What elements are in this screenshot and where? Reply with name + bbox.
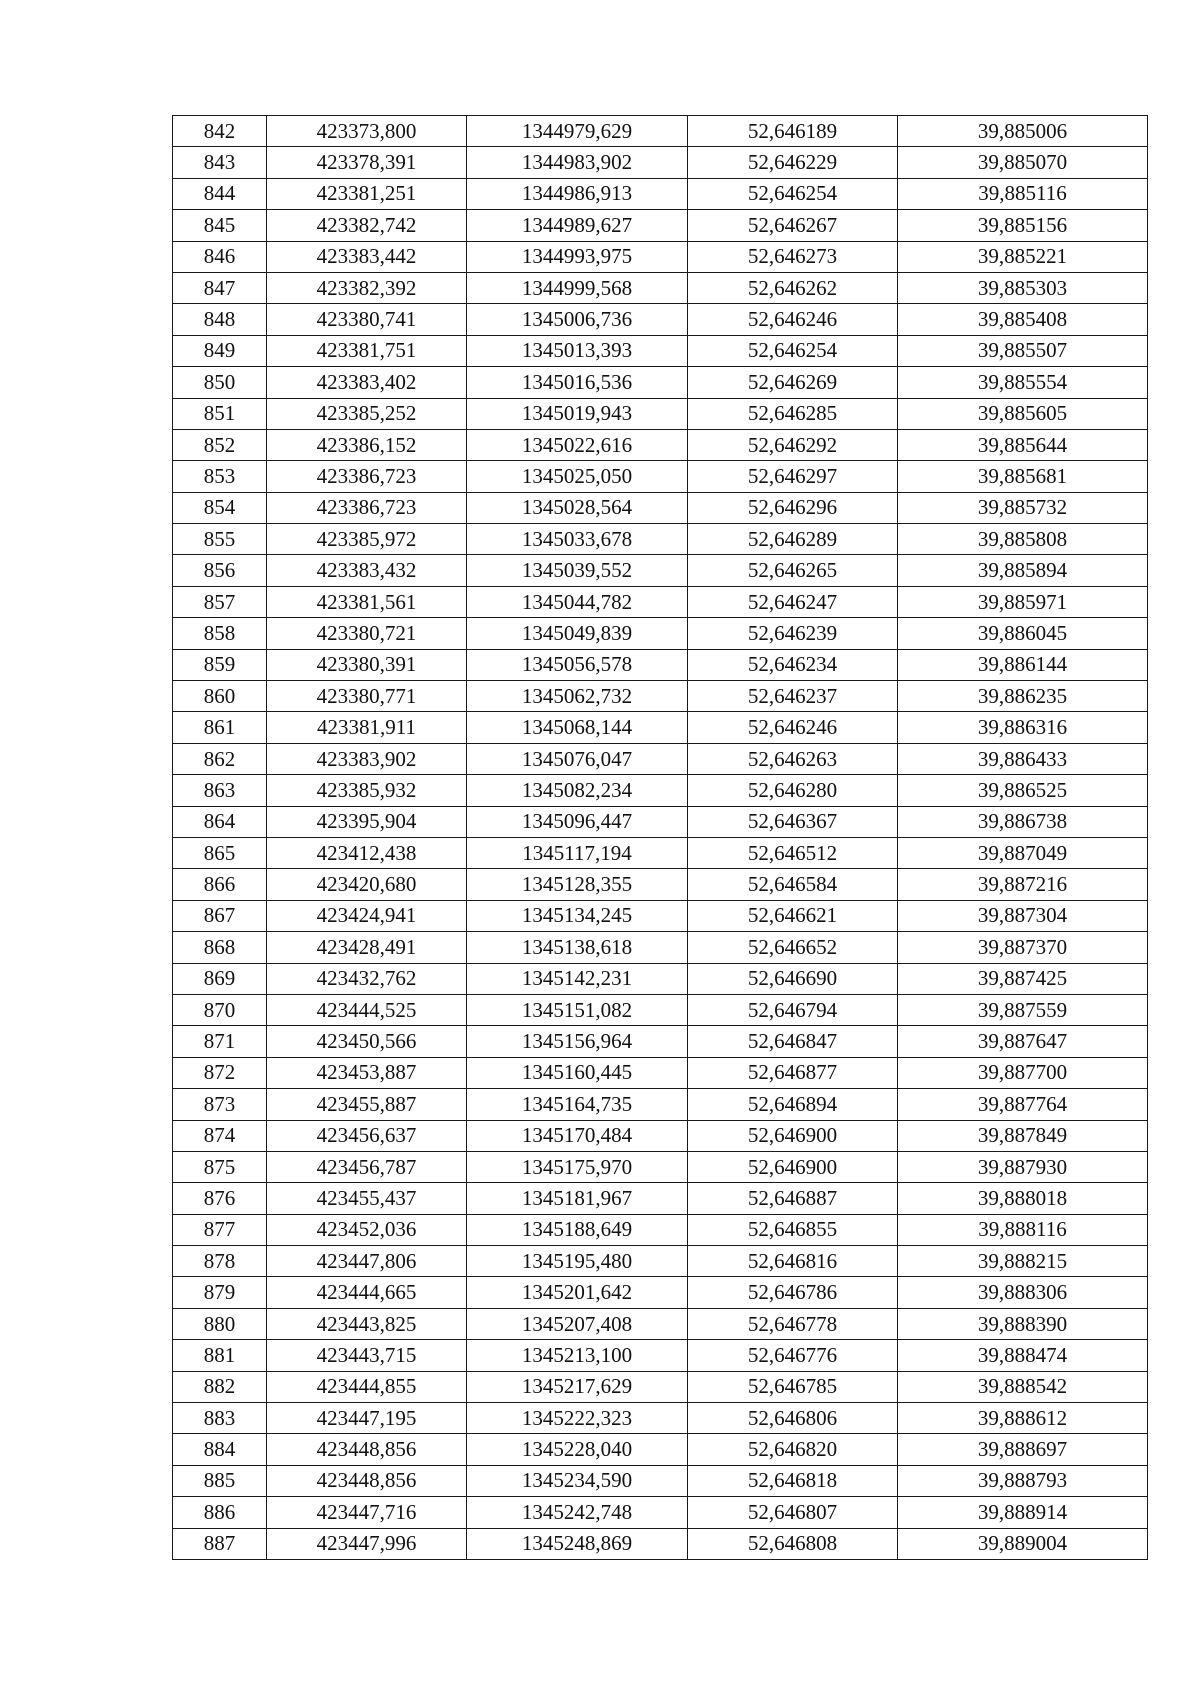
- x-coordinate-cell: 423380,771: [267, 681, 467, 712]
- x-coordinate-cell: 423385,932: [267, 775, 467, 806]
- point-number-cell: 862: [173, 743, 267, 774]
- latitude-cell: 52,646887: [688, 1183, 898, 1214]
- table-row: [173, 1214, 1148, 1245]
- table-row: [173, 618, 1148, 649]
- point-number-cell: 842: [173, 116, 267, 147]
- longitude-cell: 39,885971: [898, 586, 1148, 617]
- y-coordinate-cell: 1345016,536: [467, 367, 688, 398]
- x-coordinate-cell: 423452,036: [267, 1214, 467, 1245]
- latitude-cell: 52,646273: [688, 241, 898, 272]
- table-row: [173, 241, 1148, 272]
- x-coordinate-cell: 423381,251: [267, 178, 467, 209]
- y-coordinate-cell: 1345033,678: [467, 524, 688, 555]
- longitude-cell: 39,888697: [898, 1434, 1148, 1465]
- y-coordinate-cell: 1344989,627: [467, 210, 688, 241]
- point-number-cell: 882: [173, 1371, 267, 1402]
- x-coordinate-cell: 423455,437: [267, 1183, 467, 1214]
- point-number-cell: 845: [173, 210, 267, 241]
- y-coordinate-cell: 1345175,970: [467, 1151, 688, 1182]
- longitude-cell: 39,887700: [898, 1057, 1148, 1088]
- point-number-cell: 884: [173, 1434, 267, 1465]
- table-row: [173, 1277, 1148, 1308]
- y-coordinate-cell: 1345195,480: [467, 1246, 688, 1277]
- latitude-cell: 52,646621: [688, 900, 898, 931]
- longitude-cell: 39,888612: [898, 1403, 1148, 1434]
- latitude-cell: 52,646894: [688, 1089, 898, 1120]
- point-number-cell: 881: [173, 1340, 267, 1371]
- latitude-cell: 52,646189: [688, 116, 898, 147]
- latitude-cell: 52,646246: [688, 712, 898, 743]
- y-coordinate-cell: 1345039,552: [467, 555, 688, 586]
- latitude-cell: 52,646367: [688, 806, 898, 837]
- x-coordinate-cell: 423424,941: [267, 900, 467, 931]
- x-coordinate-cell: 423453,887: [267, 1057, 467, 1088]
- y-coordinate-cell: 1345013,393: [467, 335, 688, 366]
- longitude-cell: 39,885221: [898, 241, 1148, 272]
- longitude-cell: 39,886235: [898, 681, 1148, 712]
- y-coordinate-cell: 1345049,839: [467, 618, 688, 649]
- x-coordinate-cell: 423395,904: [267, 806, 467, 837]
- latitude-cell: 52,646512: [688, 837, 898, 868]
- y-coordinate-cell: 1345022,616: [467, 429, 688, 460]
- table-row: [173, 1371, 1148, 1402]
- x-coordinate-cell: 423385,252: [267, 398, 467, 429]
- table-row: [173, 335, 1148, 366]
- longitude-cell: 39,888390: [898, 1308, 1148, 1339]
- x-coordinate-cell: 423380,391: [267, 649, 467, 680]
- table-row: [173, 806, 1148, 837]
- longitude-cell: 39,889004: [898, 1528, 1148, 1559]
- latitude-cell: 52,646847: [688, 1026, 898, 1057]
- latitude-cell: 52,646280: [688, 775, 898, 806]
- x-coordinate-cell: 423428,491: [267, 932, 467, 963]
- longitude-cell: 39,885408: [898, 304, 1148, 335]
- point-number-cell: 861: [173, 712, 267, 743]
- longitude-cell: 39,885303: [898, 272, 1148, 303]
- latitude-cell: 52,646807: [688, 1497, 898, 1528]
- table-row: [173, 994, 1148, 1025]
- latitude-cell: 52,646584: [688, 869, 898, 900]
- y-coordinate-cell: 1345156,964: [467, 1026, 688, 1057]
- point-number-cell: 846: [173, 241, 267, 272]
- table-row: [173, 1308, 1148, 1339]
- y-coordinate-cell: 1345181,967: [467, 1183, 688, 1214]
- y-coordinate-cell: 1345248,869: [467, 1528, 688, 1559]
- longitude-cell: 39,885554: [898, 367, 1148, 398]
- table-row: [173, 1528, 1148, 1559]
- point-number-cell: 883: [173, 1403, 267, 1434]
- y-coordinate-cell: 1345056,578: [467, 649, 688, 680]
- longitude-cell: 39,885644: [898, 429, 1148, 460]
- x-coordinate-cell: 423447,806: [267, 1246, 467, 1277]
- longitude-cell: 39,885681: [898, 461, 1148, 492]
- y-coordinate-cell: 1345142,231: [467, 963, 688, 994]
- latitude-cell: 52,646234: [688, 649, 898, 680]
- y-coordinate-cell: 1345117,194: [467, 837, 688, 868]
- longitude-cell: 39,886144: [898, 649, 1148, 680]
- latitude-cell: 52,646820: [688, 1434, 898, 1465]
- x-coordinate-cell: 423381,911: [267, 712, 467, 743]
- x-coordinate-cell: 423456,787: [267, 1151, 467, 1182]
- table-row: [173, 963, 1148, 994]
- point-number-cell: 885: [173, 1465, 267, 1496]
- point-number-cell: 867: [173, 900, 267, 931]
- point-number-cell: 874: [173, 1120, 267, 1151]
- x-coordinate-cell: 423385,972: [267, 524, 467, 555]
- point-number-cell: 857: [173, 586, 267, 617]
- x-coordinate-cell: 423450,566: [267, 1026, 467, 1057]
- longitude-cell: 39,885732: [898, 492, 1148, 523]
- y-coordinate-cell: 1345222,323: [467, 1403, 688, 1434]
- y-coordinate-cell: 1344999,568: [467, 272, 688, 303]
- x-coordinate-cell: 423448,856: [267, 1465, 467, 1496]
- y-coordinate-cell: 1345151,082: [467, 994, 688, 1025]
- y-coordinate-cell: 1345134,245: [467, 900, 688, 931]
- longitude-cell: 39,886738: [898, 806, 1148, 837]
- latitude-cell: 52,646900: [688, 1151, 898, 1182]
- longitude-cell: 39,885156: [898, 210, 1148, 241]
- latitude-cell: 52,646292: [688, 429, 898, 460]
- longitude-cell: 39,887647: [898, 1026, 1148, 1057]
- latitude-cell: 52,646794: [688, 994, 898, 1025]
- longitude-cell: 39,885808: [898, 524, 1148, 555]
- x-coordinate-cell: 423382,392: [267, 272, 467, 303]
- y-coordinate-cell: 1345138,618: [467, 932, 688, 963]
- longitude-cell: 39,885894: [898, 555, 1148, 586]
- point-number-cell: 848: [173, 304, 267, 335]
- x-coordinate-cell: 423443,715: [267, 1340, 467, 1371]
- table-row: [173, 1183, 1148, 1214]
- y-coordinate-cell: 1345188,649: [467, 1214, 688, 1245]
- point-number-cell: 860: [173, 681, 267, 712]
- latitude-cell: 52,646239: [688, 618, 898, 649]
- latitude-cell: 52,646285: [688, 398, 898, 429]
- point-number-cell: 863: [173, 775, 267, 806]
- point-number-cell: 865: [173, 837, 267, 868]
- longitude-cell: 39,887764: [898, 1089, 1148, 1120]
- latitude-cell: 52,646816: [688, 1246, 898, 1277]
- longitude-cell: 39,888116: [898, 1214, 1148, 1245]
- point-number-cell: 858: [173, 618, 267, 649]
- latitude-cell: 52,646265: [688, 555, 898, 586]
- table-row: [173, 1497, 1148, 1528]
- y-coordinate-cell: 1345160,445: [467, 1057, 688, 1088]
- point-number-cell: 871: [173, 1026, 267, 1057]
- latitude-cell: 52,646776: [688, 1340, 898, 1371]
- point-number-cell: 873: [173, 1089, 267, 1120]
- latitude-cell: 52,646246: [688, 304, 898, 335]
- latitude-cell: 52,646900: [688, 1120, 898, 1151]
- table-row: [173, 681, 1148, 712]
- longitude-cell: 39,887216: [898, 869, 1148, 900]
- latitude-cell: 52,646267: [688, 210, 898, 241]
- latitude-cell: 52,646247: [688, 586, 898, 617]
- point-number-cell: 868: [173, 932, 267, 963]
- point-number-cell: 876: [173, 1183, 267, 1214]
- x-coordinate-cell: 423381,561: [267, 586, 467, 617]
- table-row: [173, 932, 1148, 963]
- table-row: [173, 116, 1148, 147]
- x-coordinate-cell: 423448,856: [267, 1434, 467, 1465]
- latitude-cell: 52,646296: [688, 492, 898, 523]
- table-row: [173, 712, 1148, 743]
- y-coordinate-cell: 1345025,050: [467, 461, 688, 492]
- latitude-cell: 52,646855: [688, 1214, 898, 1245]
- table-row: [173, 492, 1148, 523]
- longitude-cell: 39,887930: [898, 1151, 1148, 1182]
- latitude-cell: 52,646229: [688, 147, 898, 178]
- table-row: [173, 210, 1148, 241]
- point-number-cell: 851: [173, 398, 267, 429]
- table-row: [173, 1246, 1148, 1277]
- y-coordinate-cell: 1345044,782: [467, 586, 688, 617]
- point-number-cell: 844: [173, 178, 267, 209]
- longitude-cell: 39,888914: [898, 1497, 1148, 1528]
- y-coordinate-cell: 1345019,943: [467, 398, 688, 429]
- x-coordinate-cell: 423447,716: [267, 1497, 467, 1528]
- point-number-cell: 880: [173, 1308, 267, 1339]
- table-row: [173, 1120, 1148, 1151]
- latitude-cell: 52,646690: [688, 963, 898, 994]
- longitude-cell: 39,888542: [898, 1371, 1148, 1402]
- point-number-cell: 864: [173, 806, 267, 837]
- y-coordinate-cell: 1345068,144: [467, 712, 688, 743]
- coordinates-table: [172, 115, 1148, 1560]
- point-number-cell: 854: [173, 492, 267, 523]
- table-row: [173, 649, 1148, 680]
- y-coordinate-cell: 1344983,902: [467, 147, 688, 178]
- table-row: [173, 304, 1148, 335]
- table-row: [173, 272, 1148, 303]
- x-coordinate-cell: 423420,680: [267, 869, 467, 900]
- point-number-cell: 887: [173, 1528, 267, 1559]
- table-row: [173, 147, 1148, 178]
- y-coordinate-cell: 1345213,100: [467, 1340, 688, 1371]
- latitude-cell: 52,646289: [688, 524, 898, 555]
- table-row: [173, 586, 1148, 617]
- point-number-cell: 866: [173, 869, 267, 900]
- point-number-cell: 878: [173, 1246, 267, 1277]
- y-coordinate-cell: 1345128,355: [467, 869, 688, 900]
- table-row: [173, 837, 1148, 868]
- point-number-cell: 849: [173, 335, 267, 366]
- x-coordinate-cell: 423444,855: [267, 1371, 467, 1402]
- point-number-cell: 886: [173, 1497, 267, 1528]
- x-coordinate-cell: 423443,825: [267, 1308, 467, 1339]
- x-coordinate-cell: 423444,525: [267, 994, 467, 1025]
- x-coordinate-cell: 423383,402: [267, 367, 467, 398]
- point-number-cell: 847: [173, 272, 267, 303]
- longitude-cell: 39,885116: [898, 178, 1148, 209]
- point-number-cell: 853: [173, 461, 267, 492]
- latitude-cell: 52,646806: [688, 1403, 898, 1434]
- longitude-cell: 39,885006: [898, 116, 1148, 147]
- point-number-cell: 859: [173, 649, 267, 680]
- x-coordinate-cell: 423373,800: [267, 116, 467, 147]
- x-coordinate-cell: 423383,902: [267, 743, 467, 774]
- longitude-cell: 39,887425: [898, 963, 1148, 994]
- y-coordinate-cell: 1345207,408: [467, 1308, 688, 1339]
- table-row: [173, 1340, 1148, 1371]
- x-coordinate-cell: 423447,195: [267, 1403, 467, 1434]
- latitude-cell: 52,646786: [688, 1277, 898, 1308]
- longitude-cell: 39,888018: [898, 1183, 1148, 1214]
- table-row: [173, 1434, 1148, 1465]
- x-coordinate-cell: 423456,637: [267, 1120, 467, 1151]
- longitude-cell: 39,887304: [898, 900, 1148, 931]
- x-coordinate-cell: 423412,438: [267, 837, 467, 868]
- latitude-cell: 52,646263: [688, 743, 898, 774]
- table-row: [173, 869, 1148, 900]
- latitude-cell: 52,646778: [688, 1308, 898, 1339]
- y-coordinate-cell: 1345242,748: [467, 1497, 688, 1528]
- latitude-cell: 52,646785: [688, 1371, 898, 1402]
- latitude-cell: 52,646808: [688, 1528, 898, 1559]
- point-number-cell: 877: [173, 1214, 267, 1245]
- x-coordinate-cell: 423380,741: [267, 304, 467, 335]
- latitude-cell: 52,646254: [688, 335, 898, 366]
- y-coordinate-cell: 1345170,484: [467, 1120, 688, 1151]
- y-coordinate-cell: 1344993,975: [467, 241, 688, 272]
- latitude-cell: 52,646269: [688, 367, 898, 398]
- x-coordinate-cell: 423383,432: [267, 555, 467, 586]
- table-row: [173, 900, 1148, 931]
- y-coordinate-cell: 1345096,447: [467, 806, 688, 837]
- x-coordinate-cell: 423455,887: [267, 1089, 467, 1120]
- longitude-cell: 39,887559: [898, 994, 1148, 1025]
- longitude-cell: 39,886045: [898, 618, 1148, 649]
- longitude-cell: 39,885070: [898, 147, 1148, 178]
- table-row: [173, 367, 1148, 398]
- table-row: [173, 429, 1148, 460]
- table-row: [173, 1026, 1148, 1057]
- point-number-cell: 843: [173, 147, 267, 178]
- longitude-cell: 39,888215: [898, 1246, 1148, 1277]
- y-coordinate-cell: 1345164,735: [467, 1089, 688, 1120]
- point-number-cell: 870: [173, 994, 267, 1025]
- longitude-cell: 39,885605: [898, 398, 1148, 429]
- point-number-cell: 869: [173, 963, 267, 994]
- table-row: [173, 1057, 1148, 1088]
- x-coordinate-cell: 423380,721: [267, 618, 467, 649]
- x-coordinate-cell: 423386,723: [267, 461, 467, 492]
- longitude-cell: 39,886433: [898, 743, 1148, 774]
- y-coordinate-cell: 1344986,913: [467, 178, 688, 209]
- point-number-cell: 879: [173, 1277, 267, 1308]
- point-number-cell: 856: [173, 555, 267, 586]
- x-coordinate-cell: 423447,996: [267, 1528, 467, 1559]
- longitude-cell: 39,888306: [898, 1277, 1148, 1308]
- longitude-cell: 39,887849: [898, 1120, 1148, 1151]
- longitude-cell: 39,888474: [898, 1340, 1148, 1371]
- y-coordinate-cell: 1345062,732: [467, 681, 688, 712]
- coordinates-table-body: [173, 116, 1148, 1560]
- table-row: [173, 1403, 1148, 1434]
- longitude-cell: 39,887370: [898, 932, 1148, 963]
- x-coordinate-cell: 423383,442: [267, 241, 467, 272]
- x-coordinate-cell: 423386,152: [267, 429, 467, 460]
- x-coordinate-cell: 423382,742: [267, 210, 467, 241]
- longitude-cell: 39,888793: [898, 1465, 1148, 1496]
- table-row: [173, 398, 1148, 429]
- y-coordinate-cell: 1345028,564: [467, 492, 688, 523]
- point-number-cell: 872: [173, 1057, 267, 1088]
- point-number-cell: 850: [173, 367, 267, 398]
- table-row: [173, 461, 1148, 492]
- y-coordinate-cell: 1345234,590: [467, 1465, 688, 1496]
- latitude-cell: 52,646818: [688, 1465, 898, 1496]
- point-number-cell: 875: [173, 1151, 267, 1182]
- table-row: [173, 555, 1148, 586]
- y-coordinate-cell: 1345228,040: [467, 1434, 688, 1465]
- table-row: [173, 524, 1148, 555]
- x-coordinate-cell: 423432,762: [267, 963, 467, 994]
- point-number-cell: 855: [173, 524, 267, 555]
- y-coordinate-cell: 1345076,047: [467, 743, 688, 774]
- table-row: [173, 743, 1148, 774]
- table-row: [173, 178, 1148, 209]
- longitude-cell: 39,887049: [898, 837, 1148, 868]
- x-coordinate-cell: 423378,391: [267, 147, 467, 178]
- y-coordinate-cell: 1344979,629: [467, 116, 688, 147]
- longitude-cell: 39,886525: [898, 775, 1148, 806]
- table-row: [173, 1151, 1148, 1182]
- latitude-cell: 52,646652: [688, 932, 898, 963]
- table-row: [173, 775, 1148, 806]
- latitude-cell: 52,646297: [688, 461, 898, 492]
- y-coordinate-cell: 1345006,736: [467, 304, 688, 335]
- y-coordinate-cell: 1345217,629: [467, 1371, 688, 1402]
- longitude-cell: 39,885507: [898, 335, 1148, 366]
- table-row: [173, 1465, 1148, 1496]
- table-row: [173, 1089, 1148, 1120]
- latitude-cell: 52,646254: [688, 178, 898, 209]
- y-coordinate-cell: 1345201,642: [467, 1277, 688, 1308]
- longitude-cell: 39,886316: [898, 712, 1148, 743]
- latitude-cell: 52,646237: [688, 681, 898, 712]
- x-coordinate-cell: 423444,665: [267, 1277, 467, 1308]
- x-coordinate-cell: 423386,723: [267, 492, 467, 523]
- point-number-cell: 852: [173, 429, 267, 460]
- y-coordinate-cell: 1345082,234: [467, 775, 688, 806]
- x-coordinate-cell: 423381,751: [267, 335, 467, 366]
- latitude-cell: 52,646262: [688, 272, 898, 303]
- latitude-cell: 52,646877: [688, 1057, 898, 1088]
